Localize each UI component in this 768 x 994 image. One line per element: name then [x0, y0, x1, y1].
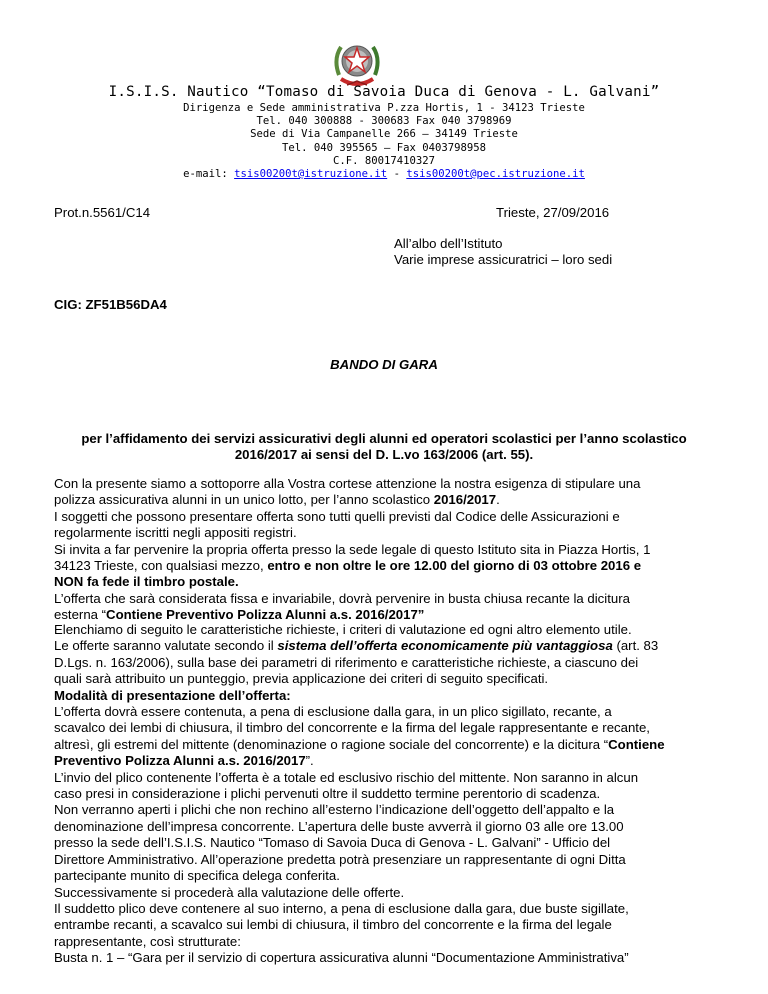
- phone-line: Tel. 040 300888 - 300683 Fax 040 3798969: [256, 115, 512, 128]
- cig-code: CIG: ZF51B56DA4: [54, 297, 167, 312]
- text-line: NON fa fede il timbro postale.: [54, 574, 239, 590]
- subject: [48, 431, 720, 464]
- text-line: esterna “Contiene Preventivo Polizza Alunni a.s. 2016/2017”: [54, 607, 425, 623]
- text-line: Si invita a far pervenire la propria offerta presso la sede legale di questo Istituto sita in Piazza Hortis, 1: [54, 541, 651, 557]
- tax-code: C.F. 80017410327: [332, 154, 436, 167]
- text-line: quali sarà attribuito un punteggio, previa applicazione dei criteri di seguito specificati.: [54, 671, 549, 687]
- school-name: I.S.I.S. Nautico “Tomaso di Savoia Duca di Genova - L. Galvani”: [108, 84, 660, 100]
- letterhead: [0, 83, 768, 181]
- text-line: 34123 Trieste, con qualsiasi mezzo, entro e non oltre le ore 12.00 del giorno di 03 ottobre 2016 e: [54, 558, 642, 574]
- text-line: L’offerta che sarà considerata fissa e invariabile, dovrà pervenire in busta chiusa recante la dicitura: [54, 590, 630, 606]
- document-title: BANDO DI GARA: [330, 357, 438, 372]
- text-line: caso presi in considerazione i plichi pervenuti oltre il suddetto termine perentorio di scadenza.: [54, 786, 601, 802]
- text-line: altresì, gli estremi del mittente (denominazione o ragione sociale del concorrente) e la dicitura “Contiene: [54, 736, 665, 752]
- text-line: rappresentante, così strutturate:: [54, 933, 241, 949]
- document-date: Trieste, 27/09/2016: [496, 205, 610, 220]
- email-separator: -: [387, 168, 407, 181]
- email-line: [0, 168, 768, 181]
- address-line-2: Sede di Via Campanelle 266 – 34149 Trieste: [250, 128, 518, 141]
- text-line: regolarmente iscritti negli appositi registri.: [54, 525, 297, 541]
- text-line: Direttore Amministrativo. All’operazione predetta potrà presenziare un rappresentante di ogni Ditta: [54, 851, 626, 867]
- text-line: I soggetti che possono presentare offerta sono tutti quelli previsti dal Codice delle Assicurazioni e: [54, 508, 620, 524]
- text-line: L’offerta dovrà essere contenuta, a pena di esclusione dalla gara, in un plico sigillato, recante, a: [54, 704, 612, 720]
- phone-line-2: Tel. 040 395565 – Fax 0403798958: [281, 141, 487, 154]
- text-line: Preventivo Polizza Alunni a.s. 2016/2017”.: [54, 753, 314, 769]
- text-line: partecipante munito di specifica delega conferita.: [54, 868, 340, 884]
- subject-line-2: 2016/2017 ai sensi del D. L.vo 163/2006 (art. 55).: [234, 447, 534, 463]
- address-line: Dirigenza e Sede amministrativa P.zza Hortis, 1 - 34123 Trieste: [183, 102, 585, 114]
- recipient-2: Varie imprese assicuratrici – loro sedi: [394, 252, 613, 267]
- text-line: denominazione dell’impresa concorrente. L’apertura delle buste avverrà il giorno 03 alle ore 13.00: [54, 818, 624, 834]
- text-line: Con la presente siamo a sottoporre alla Vostra cortese attenzione la nostra esigenza di stipulare una: [54, 476, 641, 491]
- text-line: entrambe recanti, a scavalco sui lembi di chiusura, il timbro del concorrente e la firma del legale: [54, 917, 612, 933]
- text-line: Busta n. 1 – “Gara per il servizio di copertura assicurativa alunni “Documentazione Amministrativa”: [54, 950, 629, 966]
- text-line: D.Lgs. n. 163/2006), sulla base dei parametri di riferimento e caratteristiche richieste, a ciascuno dei: [54, 654, 639, 670]
- recipient-1: All’albo dell’Istituto: [394, 236, 503, 251]
- text-line: Elenchiamo di seguito le caratteristiche richieste, i criteri di valutazione ed ogni altro elemento utile.: [54, 622, 632, 637]
- intro-paragraph: [54, 476, 714, 624]
- text-line: Non verranno aperti i plichi che non rechino all’esterno l’indicazione dell’oggetto dell’appalto e la: [54, 802, 615, 818]
- email-link-1[interactable]: tsis00200t@istruzione.it: [234, 168, 388, 181]
- email-label: e-mail:: [183, 168, 235, 181]
- text-line: Il suddetto plico deve contenere al suo interno, a pena di esclusione dalla gara, due buste sigillate,: [54, 900, 629, 916]
- text-line: Successivamente si procederà alla valutazione delle offerte.: [54, 884, 405, 900]
- section-heading: Modalità di presentazione dell’offerta:: [54, 687, 291, 703]
- text-line: scavalco dei lembi di chiusura, il timbro del concorrente e la firma del legale rappresentante e recante,: [54, 720, 650, 736]
- criteria-paragraph: [54, 622, 714, 967]
- text-line: L’invio del plico contenente l’offerta è a totale ed esclusivo rischio del mittente. Non saranno in alcun: [54, 769, 639, 785]
- protocol-number: Prot.n.5561/C14: [54, 205, 151, 220]
- text-line: polizza assicurativa alunni in un unico lotto, per l’anno scolastico 2016/2017.: [54, 492, 500, 508]
- email-link-2[interactable]: tsis00200t@pec.istruzione.it: [406, 168, 585, 181]
- subject-line-1: per l’affidamento dei servizi assicurativi degli alunni ed operatori scolastici per l’anno scolastico: [81, 431, 687, 446]
- recipients: [394, 236, 612, 268]
- text-line: Le offerte saranno valutate secondo il sistema dell’offerta economicamente più vantaggiosa (art. 83: [54, 638, 659, 654]
- text-line: presso la sede dell’I.S.I.S. Nautico “Tomaso di Savoia Duca di Genova - L. Galvani” - Ufficio del: [54, 835, 611, 851]
